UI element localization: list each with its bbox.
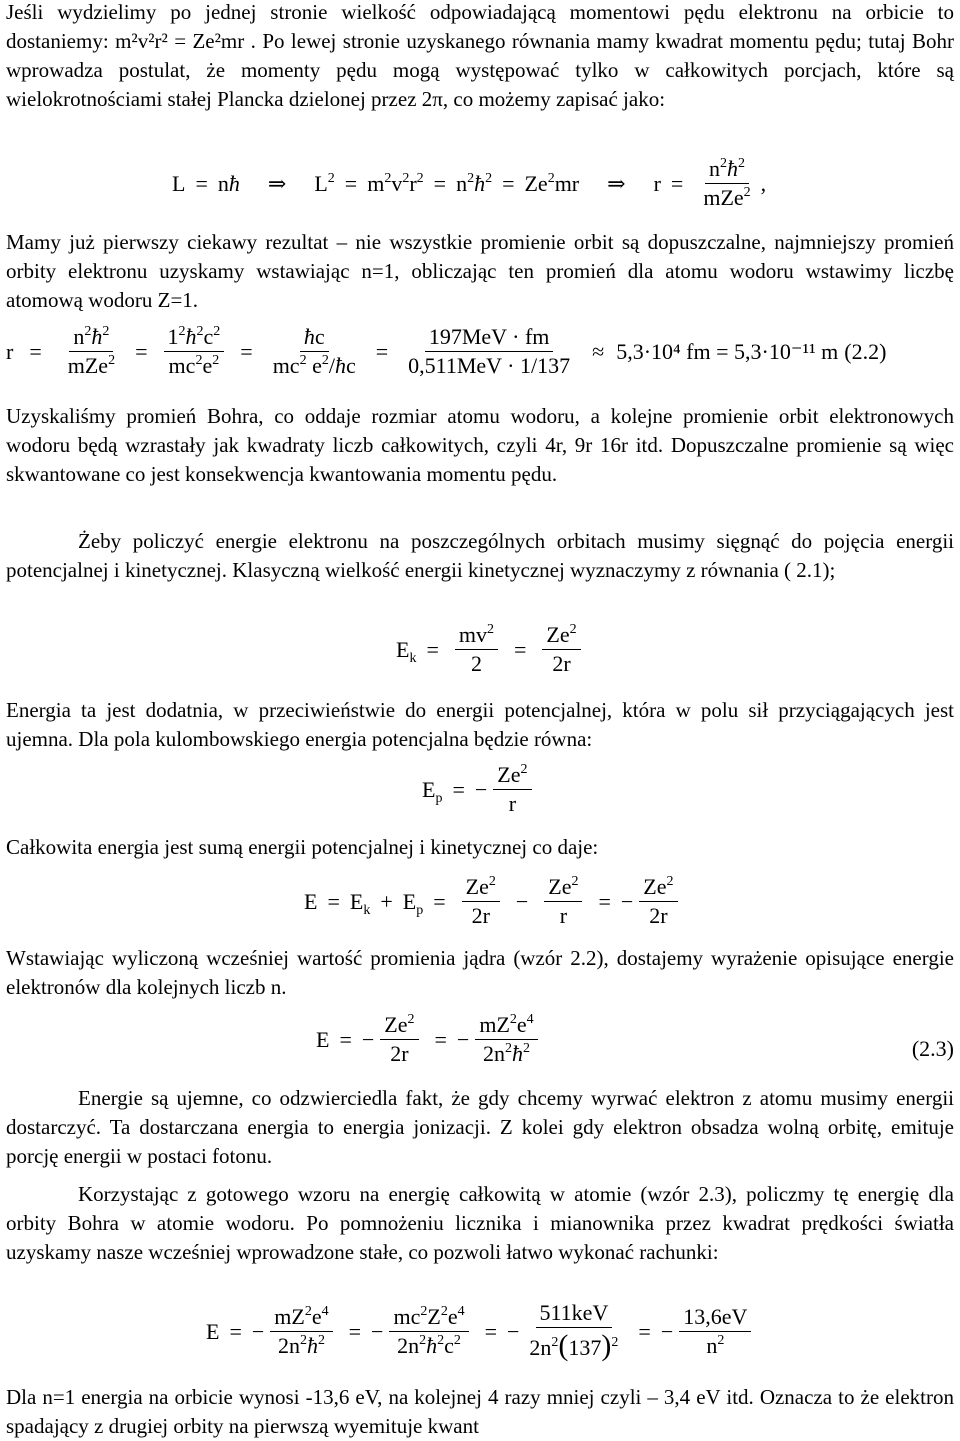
paragraph-5: Energia ta jest dodatnia, w przeciwieństwie do energii potencjalnej, która w polu sił przyciągających jest ujemna. Dla pola kulombowskiego energia potencjalna będzie równa: — [6, 698, 954, 751]
paragraph-8: Energie są ujemne, co odzwierciedla fakt, że gdy chcemy wyrwać elektron z atomu musimy energii dostarczyć. Ta dostarczana energia to energia jonizacji. Z kolei gdy elektron obsadza wolną orbitę, emituje porcję energii w postaci fotonu. — [6, 1086, 954, 1168]
paragraph-1: Jeśli wydzielimy po jednej stronie wielkość odpowiadającą momentowi pędu elektronu na orbicie to dostaniemy: m²v²r² = Ze²mr . Po lewej stronie uzyskanego równania mamy kwadrat momentu pędu; tutaj Bohr wprowadza postulat, że momenty pędu mogą występować tylko w całkowitych porcjach, które są wielokrotnościami stałej Plancka dzielonej przez 2π, co możemy zapisać jako: — [6, 0, 954, 111]
final-numerator-eV: 13,6eV — [679, 1306, 751, 1332]
paragraph-2: Mamy już pierwszy ciekawy rezultat – nie wszystkie promienie orbit są dopuszczalne, najmniejszy promień orbity elektronu uzyskamy wstawiając n=1, obliczając ten promień dla atomu wodoru wstawimy liczbę atomową wodoru Z=1. — [6, 230, 954, 312]
radius-numerator: 197MeV · fm — [425, 326, 554, 352]
radius-denominator: 0,511MeV · 1/137 — [408, 353, 571, 378]
equation-kinetic-energy: $E_k$ = $\frac{mv^2}{2}$ = $\frac{Ze^2}{2r}$ — [396, 624, 587, 675]
radius-result: 5,3·10⁴ fm = 5,3·10⁻¹¹ m — [616, 338, 839, 364]
final-numerator-keV: 511keV — [536, 1302, 613, 1328]
equation-number-2-2: (2.2) — [844, 338, 887, 364]
equation-energy-levels: E = − $\frac{Ze^2}{2r}$ = − $\frac{mZ^2e^4}{2n^2ħ^2}$ — [316, 1014, 544, 1065]
paragraph-6: Całkowita energia jest sumą energii potencjalnej i kinetycznej co daje: — [6, 835, 599, 859]
equation-hydrogen-energy: E = − $\frac{mZ^2e^4}{2n^2ħ^2}$ = − $\frac{mc^2Z^2e^4}{2n^2ħ^2c^2}$ = − $\frac{\text{511keV}}{2n^2(137)^2}$ = − $\frac{13,6eV}{n^2}$ — [206, 1302, 757, 1361]
paragraph-7: Wstawiając wyliczoną wcześniej wartość promienia jądra (wzór 2.2), dostajemy wyrażenie opisujące energie elektronów dla kolejnych liczb n. — [6, 946, 954, 999]
equation-potential-energy: $E_p$ = − $\frac{Ze^2}{r}$ — [422, 764, 538, 815]
equation-angular-momentum: L = nħ ⇒ $L^2$ = $m^2v^2r^2$ = $n^2ħ^2$ = Ze$^2$mr ⇒ r = $\frac{n^2ħ^2}{mZe^2}$ , — [172, 156, 767, 210]
paragraph-10: Dla n=1 energia na orbicie wynosi -13,6 eV, na kolejnej 4 razy mniej czyli – 3,4 eV itd. Oznacza to że elektron spadający z drugiej orbity na pierwszą wyemituje kwant — [6, 1385, 954, 1438]
paragraph-9: Korzystając z gotowego wzoru na energię całkowitą w atomie (wzór 2.3), policzmy tę energię dla orbity Bohra w atomie wodoru. Po pomnożeniu licznika i mianownika przez kwadrat prędkości światła uzyskamy nasze wcześniej wprowadzone stałe, co pozwoli łatwo wykonać rachunki: — [6, 1182, 954, 1264]
equation-bohr-radius: r = $\frac{n^2ħ^2}{mZe^2}$ = $\frac{1^2ħ^2c^2}{mc^2e^2}$ = $\frac{ħc}{mc^2 e^2/ħc}$ = $\frac{\text{197MeV · fm}}{\text{0,511MeV · 1/137}}$ ≈ 5,3·10⁴ fm = 5,3·10⁻¹¹ m (2.2) — [6, 324, 887, 378]
paragraph-4: Żeby policzyć energie elektronu na poszczególnych orbitach musimy sięgnąć do pojęcia energii potencjalnej i kinetycznej. Klasyczną wielkość energii kinetycznej wyznaczymy z równania ( 2.1); — [6, 529, 954, 582]
paragraph-3: Uzyskaliśmy promień Bohra, co oddaje rozmiar atomu wodoru, a kolejne promienie orbit elektronowych wodoru będą wzrastały jak kwadraty liczb całkowitych, czyli 4r, 9r 16r itd. Dopuszczalne promienie są więc skwantowane co jest konsekwencja kwantowania momentu pędu. — [6, 404, 954, 486]
equation-total-energy: E = $E_k$ + $E_p$ = $\frac{Ze^2}{2r}$ − $\frac{Ze^2}{r}$ = − $\frac{Ze^2}{2r}$ — [304, 876, 684, 927]
equation-number-2-3: (2.3) — [911, 1036, 954, 1061]
